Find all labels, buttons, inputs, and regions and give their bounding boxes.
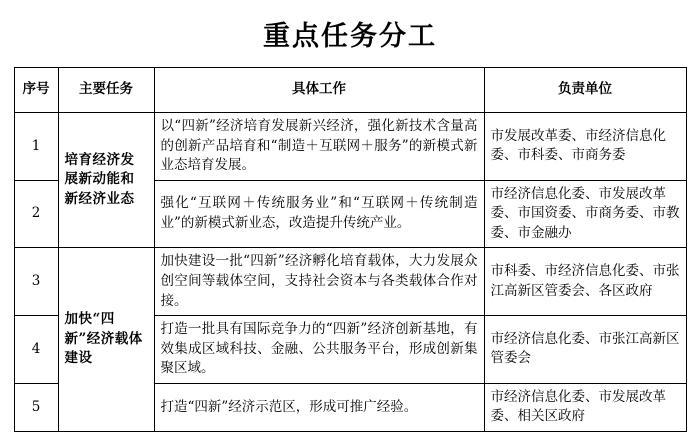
responsible-unit: 市经济信息化委、市张江高新区管委会 (484, 316, 686, 384)
work-description: 加快建设一批“四新”经济孵化培育载体，大力发展众创空间等载体空间，支持社会资本与各类载体合作对接。 (154, 248, 484, 316)
column-header-no: 序号 (14, 68, 58, 113)
work-description: 强化“互联网＋传统服务业”和“互联网＋传统制造业”的新模式新业态，改造提升传统产业。 (154, 180, 484, 248)
main-task-cell: 培育经济发展新动能和新经济业态 (58, 113, 154, 248)
responsible-unit: 市经济信息化委、市发展改革委、相关区政府 (484, 383, 686, 431)
task-assignment-table (14, 67, 687, 432)
work-description: 打造“四新”经济示范区，形成可推广经验。 (154, 383, 484, 431)
row-number: 1 (14, 113, 58, 181)
column-header-work: 具体工作 (154, 68, 484, 113)
table-header-row (14, 68, 686, 113)
responsible-unit: 市科委、市经济信息化委、市张江高新区管委会、各区政府 (484, 248, 686, 316)
row-number: 5 (14, 383, 58, 431)
column-header-main-task: 主要任务 (58, 68, 154, 113)
responsible-unit: 市经济信息化委、市发展改革委、市国资委、市商务委、市教委、市金融办 (484, 180, 686, 248)
responsible-unit: 市发展改革委、市经济信息化委、市科委、市商务委 (484, 113, 686, 181)
work-description: 以“四新”经济培育发展新兴经济，强化新技术含量高的创新产品培育和“制造＋互联网＋服务”的新模式新业态培育发展。 (154, 113, 484, 181)
table-row (14, 113, 686, 181)
row-number: 2 (14, 180, 58, 248)
row-number: 3 (14, 248, 58, 316)
row-number: 4 (14, 316, 58, 384)
column-header-unit: 负责单位 (484, 68, 686, 113)
work-description: 打造一批具有国际竞争力的“四新”经济创新基地，有效集成区域科技、金融、公共服务平台，形成创新集聚区域。 (154, 316, 484, 384)
page-title: 重点任务分工 (263, 21, 437, 52)
main-task-cell: 加快“四新”经济载体建设 (58, 248, 154, 432)
table-row (14, 248, 686, 316)
